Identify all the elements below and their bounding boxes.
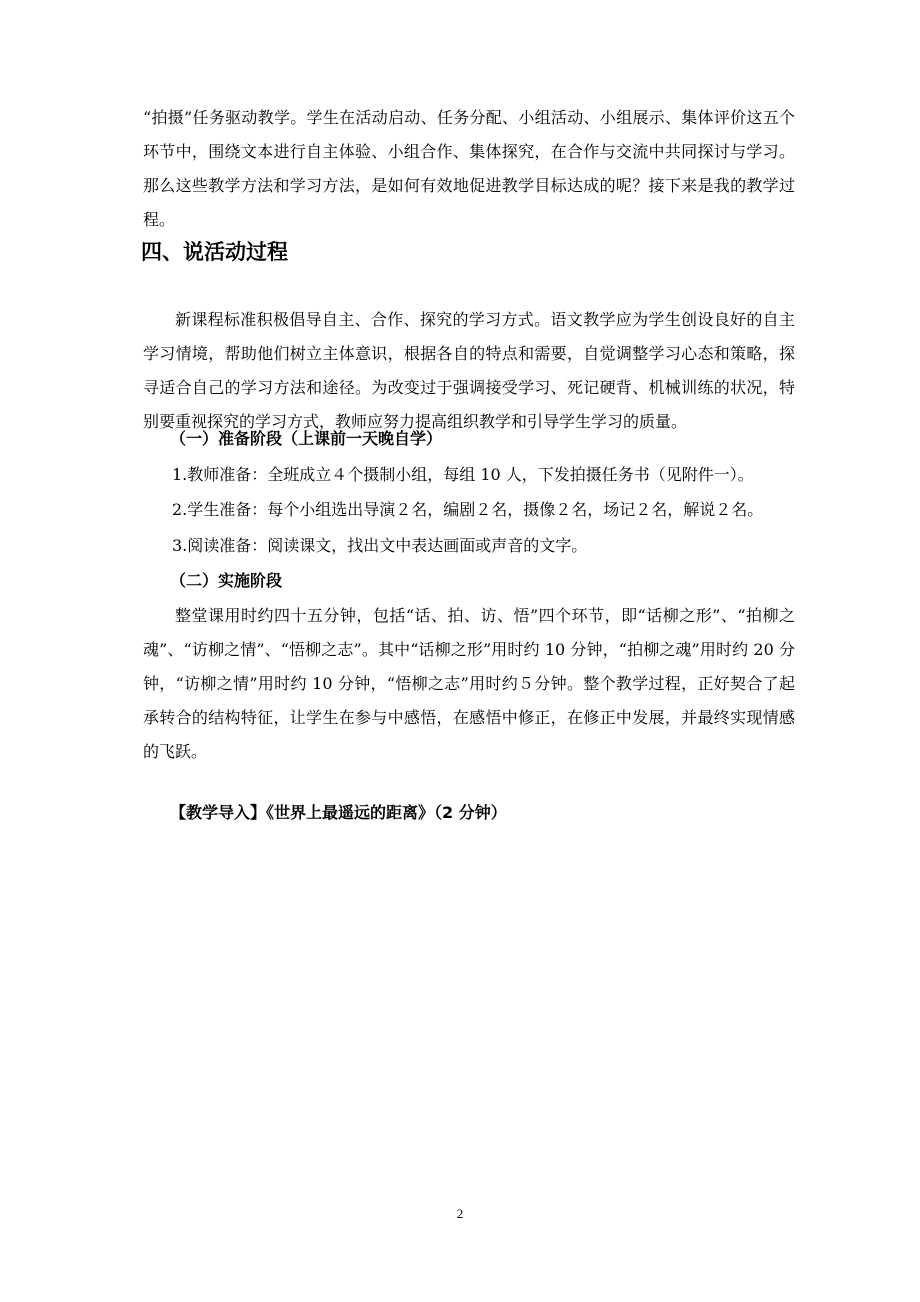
intro-paragraph: “拍摄”任务驱动教学。学生在活动启动、任务分配、小组活动、小组展示、集体评价这五个环节中，围绕文本进行自主体验、小组合作、集体探究，在合作与交流中共同探讨与学习。那么这些教学方法和学习方法，是如何有效地促进教学目标达成的呢？接下来是我的教学过程。 bbox=[143, 108, 795, 229]
stage1-item-2: 2.学生准备：每个小组选出导演２名，编剧２名，摄像２名，场记２名，解说２名。 bbox=[172, 500, 764, 519]
stage1-item-3: 3.阅读准备：阅读课文，找出文中表达画面或声音的文字。 bbox=[172, 536, 588, 555]
page-number: 2 bbox=[456, 1206, 464, 1221]
stage1-heading: （一）准备阶段（上课前一天晚自学） bbox=[170, 429, 443, 448]
stage2-paragraph: 整堂课用时约四十五分钟，包括“话、拍、访、悟”四个环节，即“话柳之形”、“拍柳之魂”、“访柳之情”、“悟柳之志”。其中“话柳之形”用时约 10 分钟，“拍柳之魂”用时约 20 分钟，“访柳之情”用时约 10 分钟，“悟柳之志”用时约５分钟。整个教学过程，正好契合了起承转合的结构特征，让学生在参与中感悟，在感悟中修正，在修正中发展，并最终实现情感的飞跃。 bbox=[143, 606, 795, 761]
stage1-item-1: 1.教师准备：全班成立４个摄制小组，每组 10 人，下发拍摄任务书（见附件一）。 bbox=[172, 465, 754, 484]
lead-in-heading: 【教学导入】《世界上最遥远的距离》（2 分钟） bbox=[170, 803, 507, 822]
section-heading: 四、说活动过程 bbox=[141, 240, 288, 264]
section-paragraph: 新课程标准积极倡导自主、合作、探究的学习方式。语文教学应为学生创设良好的自主学习情境，帮助他们树立主体意识，根据各自的特点和需要，自觉调整学习心态和策略，探寻适合自己的学习方法和途径。为改变过于强调接受学习、死记硬背、机械训练的状况，特别要重视探究的学习方式，教师应努力提高组织教学和引导学生学习的质量。 bbox=[143, 310, 795, 431]
stage2-heading: （二）实施阶段 bbox=[170, 571, 283, 590]
